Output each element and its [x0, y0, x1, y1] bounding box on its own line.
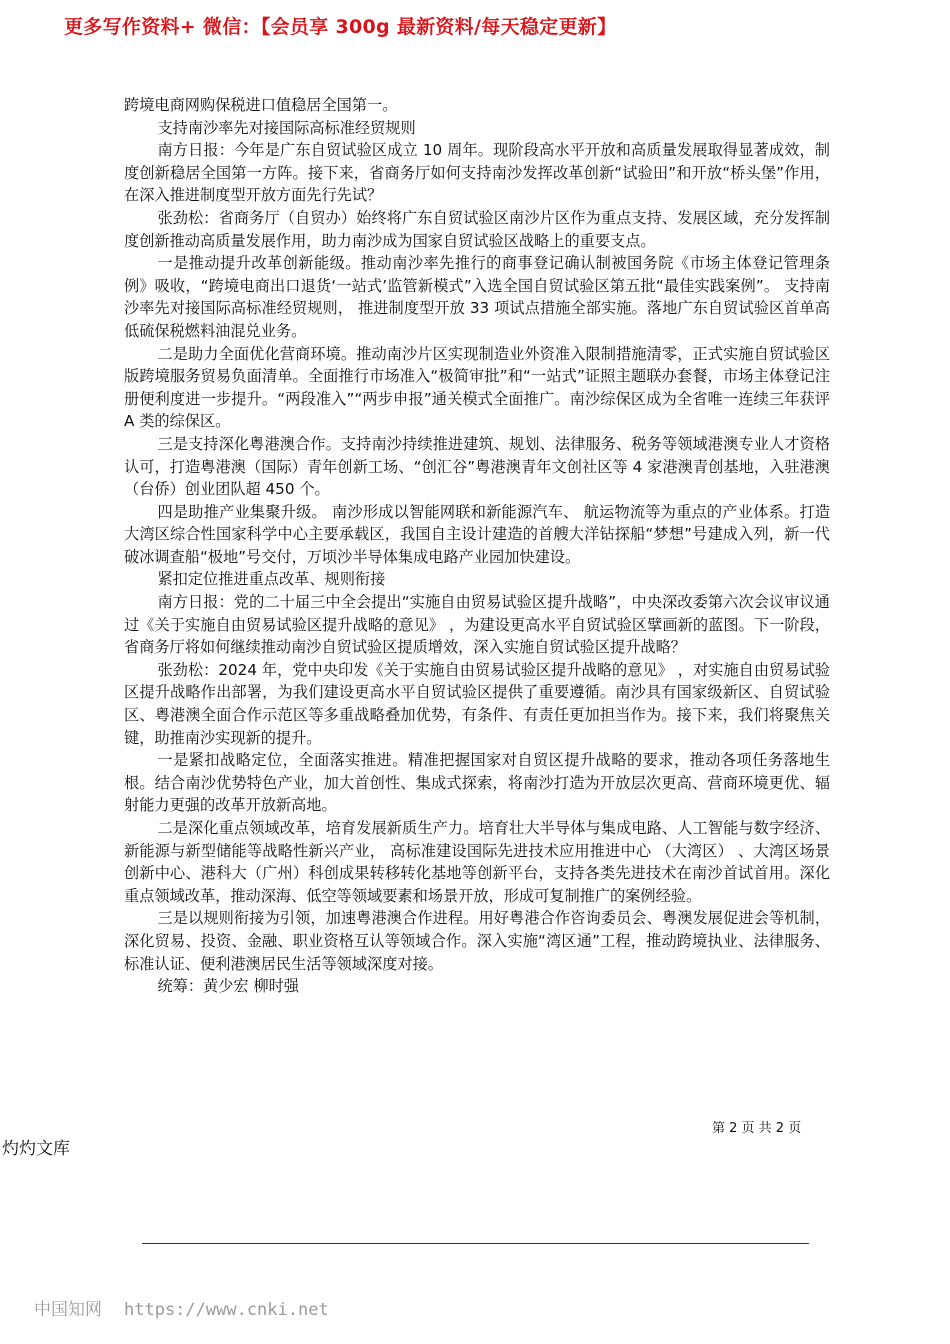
watermark [34, 1295, 329, 1320]
watermark-url: https://www.cnki.net [124, 1300, 329, 1320]
article-paragraph: 二是助力全面优化营商环境。推动南沙片区实现制造业外资准入限制措施清零，正式实施自贸试验区版跨境服务贸易负面清单。全面推行市场准入“极简审批”和“一站式”证照主题联办套餐，市场主体登记注册便利度进一步提升。“两段准入”“两步申报”通关模式全面推广。南沙综保区成为全省唯一连续三年获评 A 类的综保区。 [124, 344, 830, 431]
article-paragraph: 张劲松：2024 年，党中央印发《关于实施自由贸易试验区提升战略的意见》 ，对实施自由贸易试验区提升战略作出部署，为我们建设更高水平自贸试验区提供了重要遵循。南沙具有国家级新区、自贸试验区、粤港澳全面合作示范区等多重战略叠加优势，有条件、有责任更加担当作为。接下来，我们将聚焦关键，助推南沙实现新的提升。 [124, 660, 830, 747]
article-body [124, 94, 830, 998]
article-paragraph: 三是支持深化粤港澳合作。支持南沙持续推进建筑、规划、法律服务、税务等领域港澳专业人才资格认可，打造粤港澳（国际）青年创新工场、“创汇谷”粤港澳青年文创社区等 4 家港澳青创基地，入驻港澳（台侨）创业团队超 450 个。 [124, 434, 830, 499]
watermark-site-name: 中国知网 [34, 1300, 102, 1320]
article-paragraph: 一是推动提升改革创新能级。推动南沙率先推行的商事登记确认制被国务院《市场主体登记管理条例》吸收，“跨境电商出口退货‘一站式’监管新模式”入选全国自贸试验区第五批“最佳实践案例”。 支持南沙率先对接国际高标准经贸规则， 推进制度型开放 33 项试点措施全部实施。落地广东自贸试验区首单高低硫保税燃料油混兑业务。 [124, 254, 830, 340]
section-heading: 紧扣定位推进重点改革、规则衔接 [157, 570, 386, 589]
library-name: 灼灼文库 [2, 1139, 70, 1159]
article-paragraph: 四是助推产业集聚升级。 南沙形成以智能网联和新能源汽车、 航运物流等为重点的产业体系。打造大湾区综合性国家科学中心主要承载区，我国自主设计建造的首艘大洋钻探船“梦想”号建成入列，新一代破冰调查船“极地”号交付，万顷沙半导体集成电路产业园加快建设。 [124, 502, 830, 566]
page-number: 第 2 页 共 2 页 [712, 1121, 802, 1136]
article-paragraph: 跨境电商网购保税进口值稳居全国第一。 [124, 96, 398, 114]
promo-banner: 更多写作资料+ 微信：【会员享 300g 最新资料/每天稳定更新】 [64, 16, 617, 38]
footer-divider [142, 1243, 809, 1244]
article-paragraph: 一是紧扣战略定位，全面落实推进。精准把握国家对自贸区提升战略的要求，推动各项任务落地生根。结合南沙优势特色产业，加大首创性、集成式探索，将南沙打造为开放层次更高、营商环境更优、辐射能力更强的改革开放新高地。 [124, 751, 830, 815]
article-paragraph: 三是以规则衔接为引领，加速粤港澳合作进程。用好粤港合作咨询委员会、粤澳发展促进会等机制，深化贸易、投资、金融、职业资格互认等领域合作。深入实施“湾区通”工程，推动跨境执业、法律服务、标准认证、便利港澳居民生活等领域深度对接。 [124, 909, 830, 973]
section-heading: 支持南沙率先对接国际高标准经贸规则 [157, 118, 416, 137]
article-paragraph: 张劲松：省商务厅（自贸办）始终将广东自贸试验区南沙片区作为重点支持、发展区域，充分发挥制度创新推动高质量发展作用，助力南沙成为国家自贸试验区战略上的重要支点。 [124, 208, 830, 250]
article-paragraph: 二是深化重点领域改革，培育发展新质生产力。培育壮大半导体与集成电路、人工智能与数字经济、 新能源与新型储能等战略性新兴产业， 高标准建设国际先进技术应用推进中心 （大湾区） 、大湾区场景创新中心、港科大（广州）科创成果转移转化基地等创新平台，支持各类先进技术在南沙首试首用。深化重点领域改革，推动深海、低空等领域要素和场景开放，形成可复制推广的案例经验。 [124, 819, 830, 905]
article-paragraph: 南方日报：党的二十届三中全会提出“实施自由贸易试验区提升战略”，中央深改委第六次会议审议通过《关于实施自由贸易试验区提升战略的意见》 ，为建设更高水平自贸试验区擘画新的蓝图。下一阶段，省商务厅将如何继续推动南沙自贸试验区提质增效，深入实施自贸试验区提升战略？ [124, 593, 830, 657]
article-credits: 统筹：黄少宏 柳时强 [157, 977, 299, 996]
article-paragraph: 南方日报：今年是广东自贸试验区成立 10 周年。现阶段高水平开放和高质量发展取得显著成效，制度创新稳居全国第一方阵。接下来，省商务厅如何支持南沙发挥改革创新“试验田”和开放“桥头堡”作用，在深入推进制度型开放方面先行先试？ [124, 141, 830, 205]
